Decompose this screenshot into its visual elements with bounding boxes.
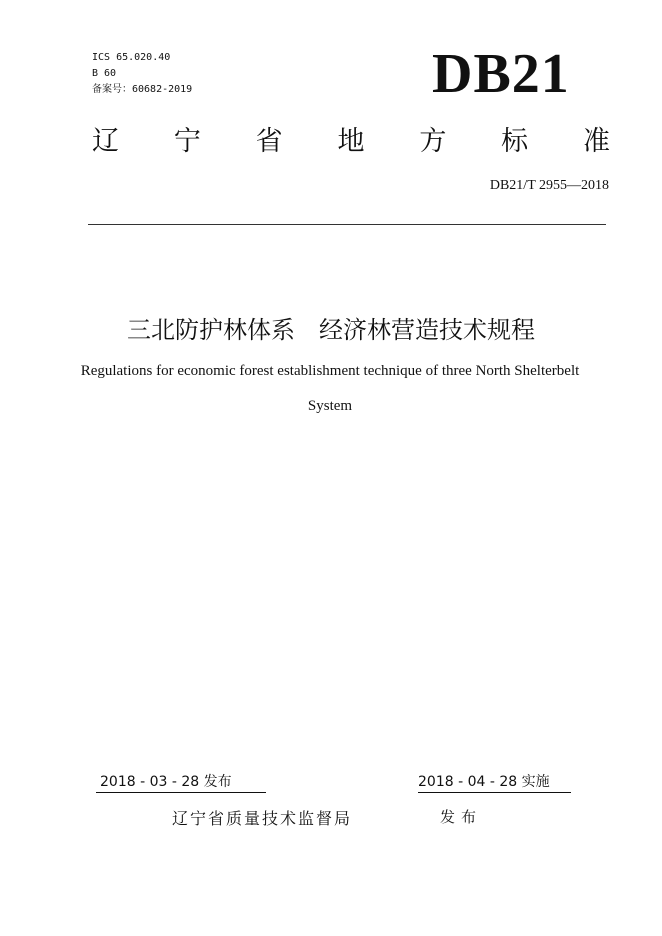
standard-type-title — [92, 124, 610, 160]
document-title-chinese: 三北防护林体系 经济林营造技术规程 — [127, 316, 535, 344]
issue-date: 2018 - 03 - 28 发布 — [96, 772, 266, 793]
standard-type-char: 方 — [419, 126, 447, 157]
header-divider — [88, 224, 606, 225]
issuing-authority: 辽宁省质量技术监督局 — [172, 809, 353, 828]
ccs-code: B 60 — [92, 68, 117, 79]
standard-type-char: 标 — [501, 126, 529, 157]
filing-number: 备案号：60682-2019 — [92, 84, 193, 95]
header-meta — [92, 50, 192, 98]
standard-type-char: 宁 — [173, 126, 201, 157]
implementation-date: 2018 - 04 - 28 实施 — [418, 772, 571, 793]
standard-logo: DB21 — [432, 43, 570, 105]
document-title-english: Regulations for economic forest establishment technique of three North Shelterbelt System — [80, 363, 580, 414]
ics-code: ICS 65.020.40 — [92, 52, 171, 63]
publish-label: 发布 — [440, 808, 483, 826]
standard-number: DB21/T 2955—2018 — [489, 178, 609, 193]
standard-type-char: 辽 — [92, 126, 119, 157]
standard-type-char: 准 — [582, 126, 610, 157]
standard-type-char: 地 — [337, 126, 365, 157]
standard-type-char: 省 — [255, 126, 283, 157]
